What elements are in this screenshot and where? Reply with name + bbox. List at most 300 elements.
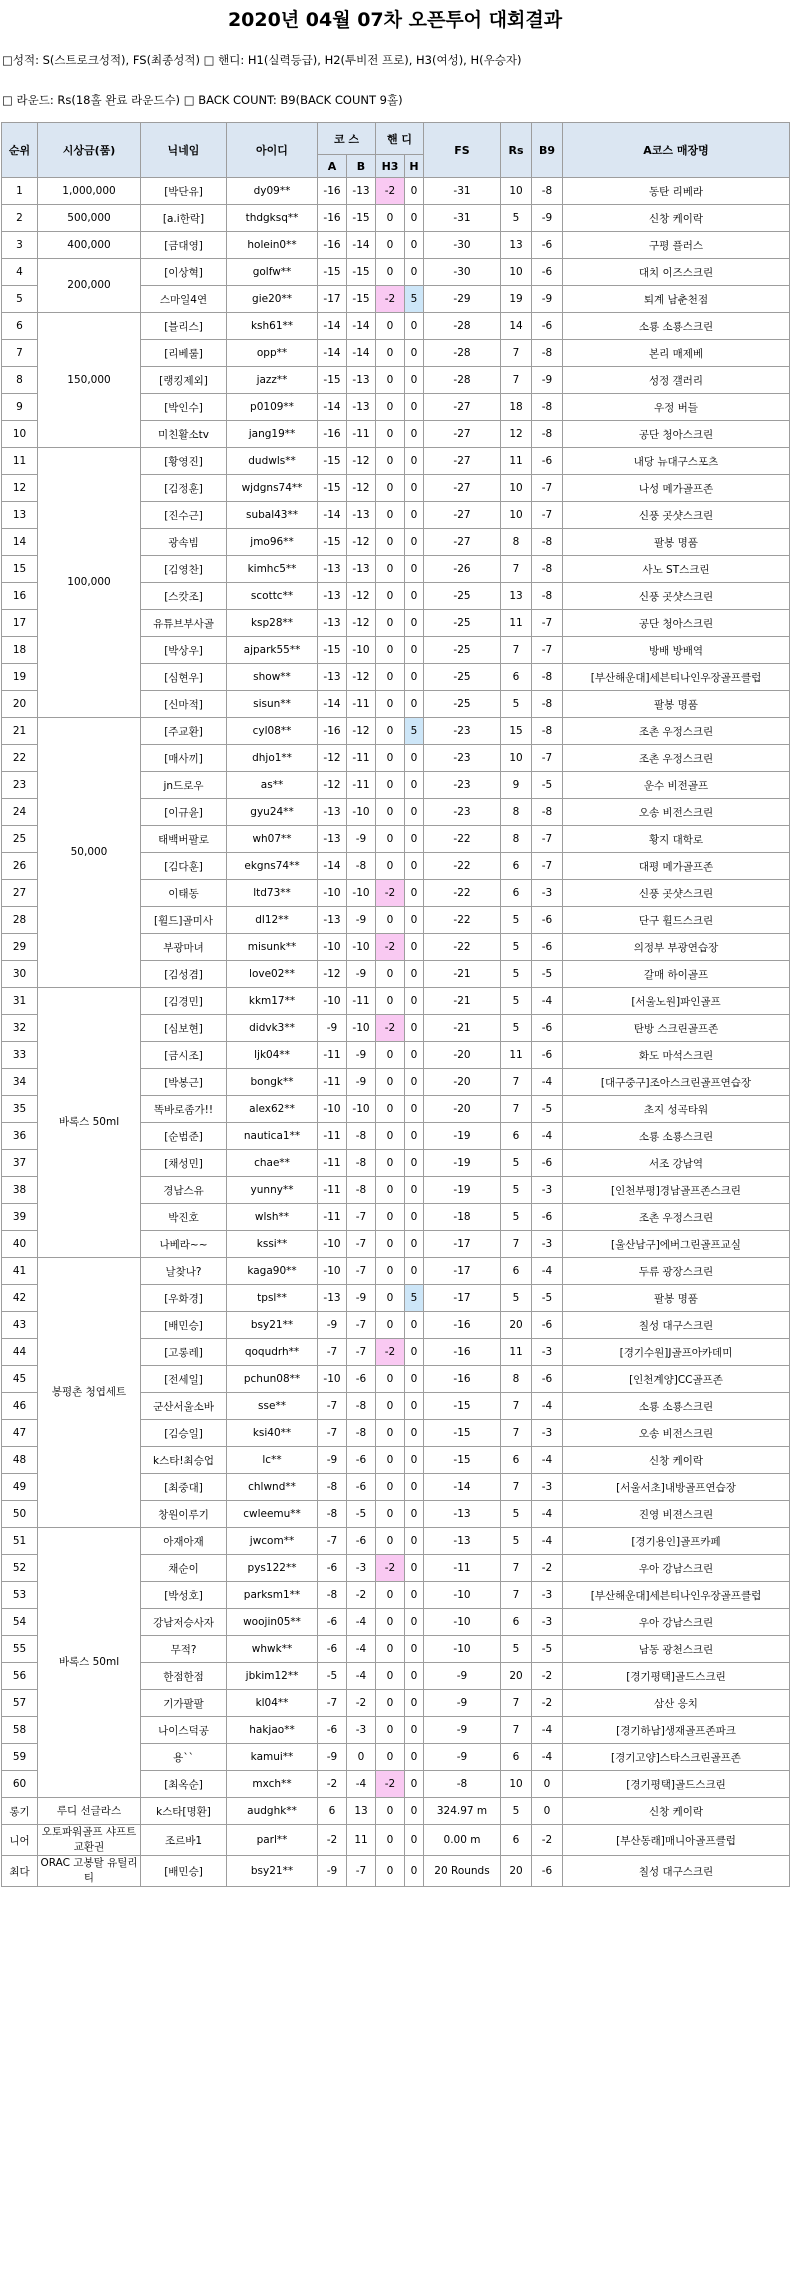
h-cell: 0 — [405, 637, 424, 664]
venue-cell: 황지 대학로 — [563, 826, 790, 853]
venue-cell: [경기평택]골드스크린 — [563, 1663, 790, 1690]
course-b-cell: -4 — [347, 1663, 376, 1690]
h-cell: 0 — [405, 1150, 424, 1177]
h-cell: 0 — [405, 1447, 424, 1474]
rank-cell: 57 — [2, 1690, 38, 1717]
course-header: 코 스 — [318, 123, 376, 155]
course-b-cell: -14 — [347, 232, 376, 259]
nickname-cell: [배민승] — [141, 1312, 227, 1339]
rank-cell: 47 — [2, 1420, 38, 1447]
userid-cell: pys122** — [227, 1555, 318, 1582]
h3-cell: 0 — [376, 826, 405, 853]
nickname-cell: [금시조] — [141, 1042, 227, 1069]
rank-cell: 14 — [2, 529, 38, 556]
userid-cell: sisun** — [227, 691, 318, 718]
prize-cell: 200,000 — [38, 259, 141, 313]
userid-cell: kimhc5** — [227, 556, 318, 583]
fs-cell: -21 — [424, 1015, 501, 1042]
table-row — [2, 205, 790, 232]
course-b-cell: -11 — [347, 772, 376, 799]
course-b-cell: -13 — [347, 556, 376, 583]
rs-header: Rs — [501, 123, 532, 178]
h-cell: 0 — [405, 448, 424, 475]
nickname-cell: [김승일] — [141, 1420, 227, 1447]
table-row — [2, 259, 790, 286]
rs-cell: 7 — [501, 340, 532, 367]
course-a-cell: -16 — [318, 205, 347, 232]
userid-cell: kkm17** — [227, 988, 318, 1015]
h3-cell: 0 — [376, 1177, 405, 1204]
venue-cell: 갈매 하이골프 — [563, 961, 790, 988]
course-a-cell: -15 — [318, 367, 347, 394]
course-a-cell: -6 — [318, 1555, 347, 1582]
venue-cell: 초지 성곡타워 — [563, 1096, 790, 1123]
h3-cell: 0 — [376, 1123, 405, 1150]
rs-cell: 6 — [501, 1744, 532, 1771]
b9-cell: -2 — [532, 1690, 563, 1717]
h-cell: 5 — [405, 286, 424, 313]
course-a-cell: -7 — [318, 1420, 347, 1447]
course-b-cell: -9 — [347, 907, 376, 934]
nickname-cell: [매사끼] — [141, 745, 227, 772]
nickname-cell: [박봉근] — [141, 1069, 227, 1096]
rank-cell: 44 — [2, 1339, 38, 1366]
fs-cell: -16 — [424, 1312, 501, 1339]
rs-cell: 10 — [501, 259, 532, 286]
userid-cell: as** — [227, 772, 318, 799]
course-a-cell: -13 — [318, 1285, 347, 1312]
fs-cell: -27 — [424, 475, 501, 502]
venue-cell: 대치 이즈스크린 — [563, 259, 790, 286]
nickname-cell: [이규윤] — [141, 799, 227, 826]
h3-cell: -2 — [376, 880, 405, 907]
b9-cell: 0 — [532, 1771, 563, 1798]
course-a-cell: -13 — [318, 907, 347, 934]
fs-cell: -30 — [424, 259, 501, 286]
nickname-cell: [박성호] — [141, 1582, 227, 1609]
fs-cell: -10 — [424, 1582, 501, 1609]
nickname-cell: [랭킹제외] — [141, 367, 227, 394]
course-b-cell: -13 — [347, 178, 376, 205]
venue-cell: 조촌 우정스크린 — [563, 718, 790, 745]
rank-cell: 1 — [2, 178, 38, 205]
venue-cell: 화도 마석스크린 — [563, 1042, 790, 1069]
venue-cell: 단구 휠드스크린 — [563, 907, 790, 934]
h3-cell: 0 — [376, 772, 405, 799]
h-cell: 0 — [405, 1744, 424, 1771]
b9-cell: -8 — [532, 691, 563, 718]
userid-cell: ksi40** — [227, 1420, 318, 1447]
nickname-cell: 아재아재 — [141, 1528, 227, 1555]
course-a-cell: -12 — [318, 961, 347, 988]
b9-cell: -8 — [532, 529, 563, 556]
course-b-cell: -12 — [347, 610, 376, 637]
rank-cell: 56 — [2, 1663, 38, 1690]
course-b-cell: -15 — [347, 259, 376, 286]
b9-cell: -9 — [532, 367, 563, 394]
userid-cell: nautica1** — [227, 1123, 318, 1150]
course-b-cell: -10 — [347, 934, 376, 961]
fs-cell: -23 — [424, 745, 501, 772]
rs-cell: 5 — [501, 1636, 532, 1663]
course-b-cell: -12 — [347, 664, 376, 691]
rank-cell: 29 — [2, 934, 38, 961]
course-b-cell: -9 — [347, 1069, 376, 1096]
venue-cell: 칠성 대구스크린 — [563, 1856, 790, 1887]
nickname-cell: [황영진] — [141, 448, 227, 475]
course-b-cell: -12 — [347, 448, 376, 475]
userid-cell: ksh61** — [227, 313, 318, 340]
h3-cell: 0 — [376, 1501, 405, 1528]
course-b-cell: -13 — [347, 502, 376, 529]
h-cell: 0 — [405, 1528, 424, 1555]
rs-cell: 5 — [501, 1204, 532, 1231]
h3-cell: 0 — [376, 637, 405, 664]
nickname-cell: 채순이 — [141, 1555, 227, 1582]
venue-cell: [서울서초]내방골프연습장 — [563, 1474, 790, 1501]
rank-cell: 59 — [2, 1744, 38, 1771]
userid-cell: dudwls** — [227, 448, 318, 475]
venue-cell: [부산해운대]세븐티나인우장골프클럽 — [563, 664, 790, 691]
b9-cell: -5 — [532, 1636, 563, 1663]
course-b-cell: -5 — [347, 1501, 376, 1528]
h3-cell: 0 — [376, 799, 405, 826]
fs-cell: -15 — [424, 1393, 501, 1420]
course-a-cell: -8 — [318, 1582, 347, 1609]
table-row — [2, 313, 790, 340]
h-cell: 0 — [405, 1501, 424, 1528]
nickname-cell: 무적? — [141, 1636, 227, 1663]
rank-cell: 4 — [2, 259, 38, 286]
rank-cell: 21 — [2, 718, 38, 745]
course-a-cell: -7 — [318, 1339, 347, 1366]
h3-cell: 0 — [376, 475, 405, 502]
course-b-cell: -8 — [347, 1150, 376, 1177]
rs-cell: 7 — [501, 1690, 532, 1717]
course-b-cell: -9 — [347, 961, 376, 988]
nickname-cell: 미친활소tv — [141, 421, 227, 448]
userid-cell: kl04** — [227, 1690, 318, 1717]
venue-cell: 성정 갤러리 — [563, 367, 790, 394]
rank-cell: 9 — [2, 394, 38, 421]
b9-cell: -6 — [532, 907, 563, 934]
nickname-cell: [최중대] — [141, 1474, 227, 1501]
rank-cell: 10 — [2, 421, 38, 448]
nickname-cell: [리베룰] — [141, 340, 227, 367]
course-b-cell: -6 — [347, 1474, 376, 1501]
fs-cell: -21 — [424, 988, 501, 1015]
b9-cell: -7 — [532, 826, 563, 853]
h3-cell: 0 — [376, 502, 405, 529]
h3-cell: 0 — [376, 961, 405, 988]
h-cell: 0 — [405, 1717, 424, 1744]
course-a-cell: -9 — [318, 1312, 347, 1339]
nickname-cell: [휠드]골미사 — [141, 907, 227, 934]
h3-cell: 0 — [376, 529, 405, 556]
userid-cell: jbkim12** — [227, 1663, 318, 1690]
rs-cell: 12 — [501, 421, 532, 448]
fs-cell: -17 — [424, 1258, 501, 1285]
course-a-cell: -9 — [318, 1744, 347, 1771]
h3-cell: 0 — [376, 1474, 405, 1501]
h-cell: 0 — [405, 772, 424, 799]
nickname-cell: 기가팔팔 — [141, 1690, 227, 1717]
b9-cell: -6 — [532, 1042, 563, 1069]
b9-cell: -3 — [532, 880, 563, 907]
rank-cell: 16 — [2, 583, 38, 610]
course-a-cell: -14 — [318, 313, 347, 340]
h3-cell: -2 — [376, 934, 405, 961]
h-header: H — [405, 155, 424, 178]
rank-cell: 20 — [2, 691, 38, 718]
h3-cell: 0 — [376, 1690, 405, 1717]
rs-cell: 7 — [501, 1231, 532, 1258]
nickname-cell: k스타[명환] — [141, 1798, 227, 1825]
userid-cell: audghk** — [227, 1798, 318, 1825]
venue-cell: 신풍 곳샷스크린 — [563, 880, 790, 907]
course-a-cell: -12 — [318, 772, 347, 799]
h3-cell: 0 — [376, 1204, 405, 1231]
rank-cell: 38 — [2, 1177, 38, 1204]
rank-cell: 45 — [2, 1366, 38, 1393]
fs-cell: -28 — [424, 313, 501, 340]
b9-cell: -6 — [532, 1312, 563, 1339]
course-a-cell: -5 — [318, 1663, 347, 1690]
rs-cell: 7 — [501, 1717, 532, 1744]
venue-cell: 내당 뉴대구스포츠 — [563, 448, 790, 475]
fs-cell: -17 — [424, 1231, 501, 1258]
course-b-cell: -6 — [347, 1447, 376, 1474]
b9-cell: -4 — [532, 1393, 563, 1420]
userid-cell: chlwnd** — [227, 1474, 318, 1501]
userid-cell: kaga90** — [227, 1258, 318, 1285]
h-cell: 0 — [405, 1393, 424, 1420]
nickname-cell: 날찾나? — [141, 1258, 227, 1285]
fs-cell: -22 — [424, 934, 501, 961]
fs-cell: -13 — [424, 1501, 501, 1528]
course-a-cell: -13 — [318, 556, 347, 583]
h3-cell: 0 — [376, 367, 405, 394]
rs-cell: 6 — [501, 1609, 532, 1636]
h-cell: 0 — [405, 475, 424, 502]
venue-cell: 오송 비전스크린 — [563, 1420, 790, 1447]
venue-cell: 팔봉 명품 — [563, 1285, 790, 1312]
userid-cell: parksm1** — [227, 1582, 318, 1609]
nickname-cell: [김정훈] — [141, 475, 227, 502]
b9-cell: -4 — [532, 1528, 563, 1555]
h3-cell: 0 — [376, 421, 405, 448]
h-cell: 0 — [405, 1312, 424, 1339]
userid-cell: dl12** — [227, 907, 318, 934]
b9-cell: -4 — [532, 1069, 563, 1096]
nickname-cell: [신마적] — [141, 691, 227, 718]
h-cell: 0 — [405, 502, 424, 529]
course-a-cell: -6 — [318, 1717, 347, 1744]
rs-cell: 13 — [501, 232, 532, 259]
rank-cell: 3 — [2, 232, 38, 259]
fs-cell: -28 — [424, 367, 501, 394]
fs-cell: -16 — [424, 1339, 501, 1366]
course-a-cell: -9 — [318, 1447, 347, 1474]
nickname-cell: 경남스유 — [141, 1177, 227, 1204]
course-a-cell: -9 — [318, 1856, 347, 1887]
nickname-cell: [금대영] — [141, 232, 227, 259]
course-b-cell: -11 — [347, 691, 376, 718]
userid-cell: ajpark55** — [227, 637, 318, 664]
h3-cell: 0 — [376, 988, 405, 1015]
venue-cell: 사노 ST스크린 — [563, 556, 790, 583]
course-b-cell: -8 — [347, 1177, 376, 1204]
rank-cell: 5 — [2, 286, 38, 313]
nickname-cell: 태백버팔로 — [141, 826, 227, 853]
h-cell: 0 — [405, 691, 424, 718]
h-cell: 0 — [405, 1856, 424, 1887]
b9-cell: -5 — [532, 772, 563, 799]
venue-cell: 신풍 곳샷스크린 — [563, 583, 790, 610]
fs-cell: -11 — [424, 1555, 501, 1582]
h3-cell: 0 — [376, 610, 405, 637]
h-cell: 0 — [405, 421, 424, 448]
fs-cell: 0.00 m — [424, 1825, 501, 1856]
h3-cell: 0 — [376, 1420, 405, 1447]
h3-cell: 0 — [376, 1312, 405, 1339]
nickname-cell: [전세일] — [141, 1366, 227, 1393]
nickname-cell: 조르바1 — [141, 1825, 227, 1856]
venue-cell: [인천부평]경남골프존스크린 — [563, 1177, 790, 1204]
h3-cell: 0 — [376, 664, 405, 691]
rank-cell: 6 — [2, 313, 38, 340]
table-row — [2, 1258, 790, 1285]
b9-cell: -2 — [532, 1663, 563, 1690]
h3-cell: 0 — [376, 1285, 405, 1312]
venue-cell: [울산남구]에버그린골프교실 — [563, 1231, 790, 1258]
course-a-cell: -15 — [318, 259, 347, 286]
userid-cell: alex62** — [227, 1096, 318, 1123]
b9-cell: -6 — [532, 934, 563, 961]
rs-cell: 5 — [501, 907, 532, 934]
venue-cell: 조촌 우정스크린 — [563, 745, 790, 772]
legend-round-backcount: □ 라운드: Rs(18홀 완료 라운드수) □ BACK COUNT: B9(BACK COUNT 9홀) — [2, 93, 403, 107]
rs-cell: 6 — [501, 1258, 532, 1285]
fs-cell: -19 — [424, 1177, 501, 1204]
table-row — [2, 448, 790, 475]
userid-cell: hakjao** — [227, 1717, 318, 1744]
nickname-cell: 강남저승사자 — [141, 1609, 227, 1636]
rs-cell: 7 — [501, 637, 532, 664]
fs-cell: -19 — [424, 1123, 501, 1150]
rs-cell: 5 — [501, 205, 532, 232]
nickname-cell: 나베라~~ — [141, 1231, 227, 1258]
fs-cell: -23 — [424, 718, 501, 745]
course-b-cell: -12 — [347, 529, 376, 556]
b9-cell: -4 — [532, 1717, 563, 1744]
b9-cell: -5 — [532, 1096, 563, 1123]
rank-cell: 11 — [2, 448, 38, 475]
rs-cell: 8 — [501, 799, 532, 826]
h3-cell: -2 — [376, 286, 405, 313]
h3-cell: 0 — [376, 691, 405, 718]
b9-cell: -6 — [532, 1204, 563, 1231]
fs-cell: -14 — [424, 1474, 501, 1501]
nickname-cell: [심현우] — [141, 664, 227, 691]
rank-cell: 41 — [2, 1258, 38, 1285]
nickname-cell: 군산서울소바 — [141, 1393, 227, 1420]
rs-cell: 13 — [501, 583, 532, 610]
venue-cell: 본리 매제베 — [563, 340, 790, 367]
fs-cell: -9 — [424, 1663, 501, 1690]
rank-cell: 27 — [2, 880, 38, 907]
userid-cell: misunk** — [227, 934, 318, 961]
course-a-cell: -8 — [318, 1501, 347, 1528]
userid-cell: tpsl** — [227, 1285, 318, 1312]
rank-cell: 22 — [2, 745, 38, 772]
h3-cell: -2 — [376, 1015, 405, 1042]
h-cell: 0 — [405, 1420, 424, 1447]
rank-cell: 42 — [2, 1285, 38, 1312]
course-a-cell: -13 — [318, 664, 347, 691]
fs-cell: -15 — [424, 1420, 501, 1447]
rank-cell: 24 — [2, 799, 38, 826]
rs-cell: 8 — [501, 826, 532, 853]
h3-cell: -2 — [376, 1771, 405, 1798]
b9-cell: -3 — [532, 1582, 563, 1609]
userid-cell: lc** — [227, 1447, 318, 1474]
course-a-cell: -15 — [318, 448, 347, 475]
page-title: 2020년 04월 07차 오픈투어 대회결과 — [227, 9, 563, 31]
rank-cell: 31 — [2, 988, 38, 1015]
rs-cell: 20 — [501, 1663, 532, 1690]
h3-cell: 0 — [376, 448, 405, 475]
rs-cell: 10 — [501, 1771, 532, 1798]
fs-cell: -26 — [424, 556, 501, 583]
course-a-cell: -10 — [318, 988, 347, 1015]
h-cell: 0 — [405, 610, 424, 637]
fs-cell: -30 — [424, 232, 501, 259]
h3-cell: 0 — [376, 1150, 405, 1177]
b9-cell: -8 — [532, 664, 563, 691]
rank-cell: 23 — [2, 772, 38, 799]
nickname-cell: [주교환] — [141, 718, 227, 745]
rank-cell: 13 — [2, 502, 38, 529]
venue-cell: 남동 광천스크린 — [563, 1636, 790, 1663]
fs-cell: -20 — [424, 1042, 501, 1069]
fs-cell: -31 — [424, 205, 501, 232]
rs-cell: 6 — [501, 880, 532, 907]
nickname-cell: [진수근] — [141, 502, 227, 529]
nickname-cell: [최옥순] — [141, 1771, 227, 1798]
h3-cell: 0 — [376, 1528, 405, 1555]
rank-cell: 19 — [2, 664, 38, 691]
rank-cell: 30 — [2, 961, 38, 988]
nickname-cell: 광속빔 — [141, 529, 227, 556]
rs-cell: 5 — [501, 988, 532, 1015]
h-cell: 0 — [405, 934, 424, 961]
rs-cell: 5 — [501, 1528, 532, 1555]
rank-cell: 8 — [2, 367, 38, 394]
fs-cell: -27 — [424, 394, 501, 421]
nickname-cell: [박인수] — [141, 394, 227, 421]
userid-cell: gie20** — [227, 286, 318, 313]
b9-cell: -9 — [532, 286, 563, 313]
rank-cell: 15 — [2, 556, 38, 583]
course-b-cell: 0 — [347, 1744, 376, 1771]
venue-cell: [대구중구]조아스크린골프연습장 — [563, 1069, 790, 1096]
rs-cell: 6 — [501, 664, 532, 691]
rs-cell: 6 — [501, 1825, 532, 1856]
rank-cell: 32 — [2, 1015, 38, 1042]
b9-cell: -3 — [532, 1339, 563, 1366]
course-a-cell: -11 — [318, 1042, 347, 1069]
